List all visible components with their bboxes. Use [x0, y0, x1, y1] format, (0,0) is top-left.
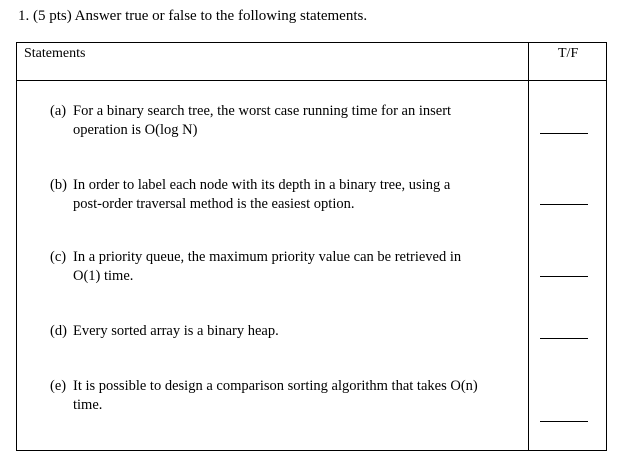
statement-b — [50, 176, 490, 214]
statement-text: Every sorted array is a binary heap. — [73, 323, 279, 339]
statement-continuation: post-order traversal method is the easiest option. — [73, 196, 355, 212]
statement-continuation: O(1) time. — [73, 268, 134, 284]
statement-marker: (b) — [50, 177, 67, 193]
statement-marker: (a) — [50, 103, 67, 119]
statement-text: It is possible to design a comparison sorting algorithm that takes O(n) — [73, 378, 478, 394]
answer-blank-d[interactable] — [540, 338, 588, 339]
statement-d — [50, 322, 490, 341]
statement-text: In order to label each node with its depth in a binary tree, using a — [73, 177, 451, 193]
header-divider — [17, 80, 606, 81]
statement-marker: (e) — [50, 378, 67, 394]
tf-column-header: T/F — [558, 46, 579, 61]
answer-blank-b[interactable] — [540, 204, 588, 205]
statement-continuation: operation is O(log N) — [73, 122, 198, 138]
answer-blank-c[interactable] — [540, 276, 588, 277]
statement-continuation: time. — [73, 397, 103, 413]
column-divider — [528, 43, 529, 450]
statement-marker: (d) — [50, 323, 67, 339]
true-false-table — [16, 42, 607, 451]
statement-e — [50, 377, 490, 415]
statement-marker: (c) — [50, 249, 67, 265]
answer-blank-e[interactable] — [540, 421, 588, 422]
statement-c — [50, 248, 490, 286]
answer-blank-a[interactable] — [540, 133, 588, 134]
question-header: 1. (5 pts) Answer true or false to the following statements. — [18, 8, 368, 24]
statement-text: In a priority queue, the maximum priority value can be retrieved in — [73, 249, 462, 265]
statement-text: For a binary search tree, the worst case running time for an insert — [73, 103, 452, 119]
statements-column-header: Statements — [24, 46, 86, 61]
statement-a — [50, 102, 490, 140]
